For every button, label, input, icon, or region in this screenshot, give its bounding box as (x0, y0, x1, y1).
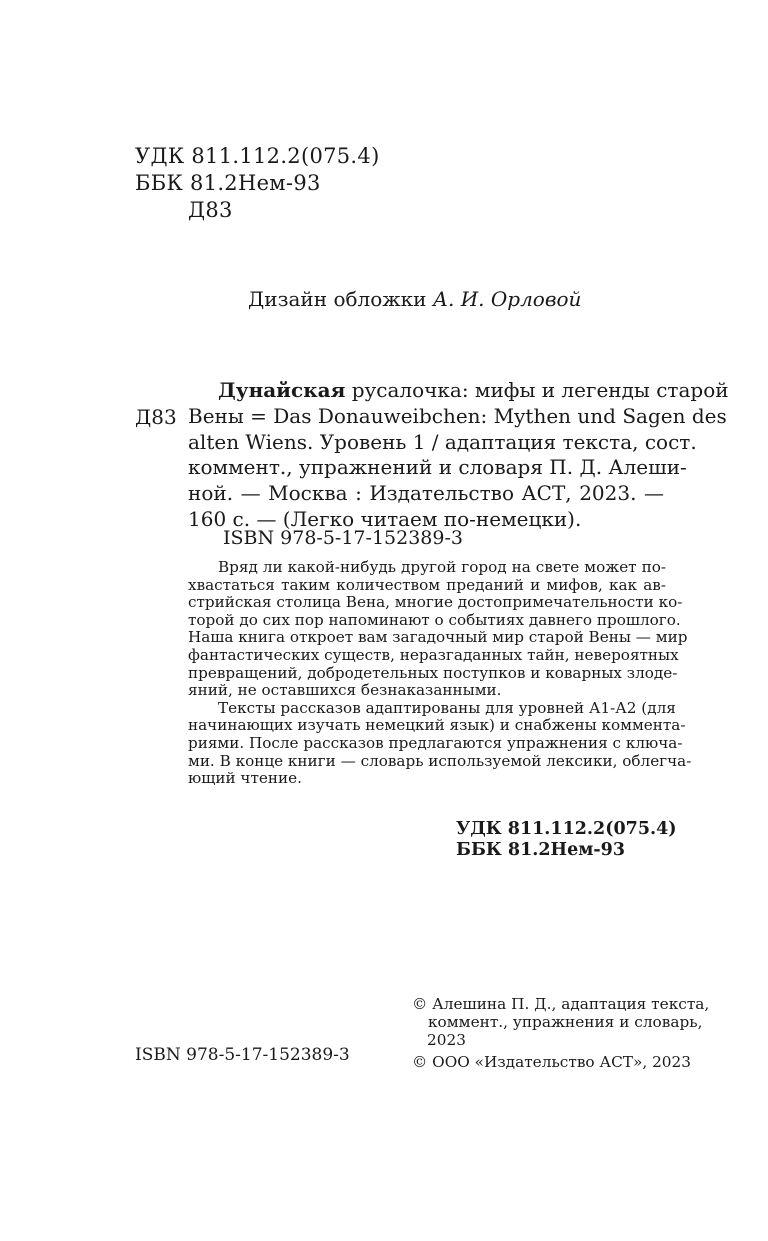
annotation-line: Наша книга откроет вам загадочный мир старой Вены — мир (188, 628, 688, 647)
annotation (188, 558, 692, 788)
cover-design-label: Дизайн обложки (248, 287, 427, 311)
copyright-line: 2023 (427, 1031, 466, 1049)
annotation-line: яний, не оставшихся безнаказанными. (188, 681, 502, 700)
biblio-line: alten Wiens. Уровень 1 / адаптация текста, сост. (188, 429, 697, 454)
annotation-line: фантастических существ, неразгаданных тайн, невероятных (188, 645, 679, 664)
copyright-line: © Алешина П. Д., адаптация текста, (412, 995, 710, 1013)
annotation-line: риями. После рассказов предлагаются упражнения с ключа- (188, 733, 683, 752)
biblio-line: Вены = Das Donauweibchen: Mythen und Sagen des (188, 403, 727, 428)
copyright-line: коммент., упражнения и словарь, (428, 1013, 703, 1031)
biblio-line: 160 с. — (Легко читаем по-немецки). (188, 506, 582, 531)
annotation-line: ми. В конце книги — словарь используемой лексики, облегча- (188, 751, 692, 770)
annotation-line: Вряд ли какой-нибудь другой город на свете может по- (218, 558, 666, 576)
bibliographic-author-mark: Д83 (135, 405, 177, 429)
cover-designer-name: А. И. Орловой (432, 287, 582, 311)
header-codes (135, 143, 380, 224)
annotation-line: Тексты рассказов адаптированы для уровней А1-А2 (для (218, 698, 676, 717)
bibliographic-record (188, 378, 729, 533)
biblio-line: ной. — Москва : Издательство АСТ, 2023. — (188, 481, 664, 506)
author-mark: Д83 (188, 198, 233, 222)
annotation-line: ющий чтение. (188, 769, 302, 788)
annotation-line: начинающих изучать немецкий язык) и снабжены коммента- (188, 716, 686, 735)
bbk-code-bold: ББК 81.2Нем-93 (456, 840, 626, 860)
udk-code-bold: УДК 811.112.2(075.4) (456, 819, 677, 839)
copyright-block (412, 995, 709, 1071)
annotation-line: хвастаться таким количеством преданий и мифов, как ав- (188, 575, 666, 594)
biblio-line: коммент., упражнений и словаря П. Д. Алеши- (188, 455, 687, 480)
classification-codes (456, 819, 677, 861)
annotation-line: торой до сих пор напоминают о событиях давнего прошлого. (188, 610, 681, 629)
annotation-line: стрийская столица Вена, многие достопримечательности ко- (188, 593, 683, 612)
isbn-record: ISBN 978-5-17-152389-3 (223, 527, 463, 549)
bbk-code: ББК 81.2Нем-93 (135, 171, 321, 195)
copyright-line: © ООО «Издательство АСТ», 2023 (412, 1053, 692, 1071)
isbn-footer: ISBN 978-5-17-152389-3 (135, 1045, 350, 1065)
cover-design-credit (248, 286, 581, 312)
biblio-line: Дунайская русалочка: мифы и легенды старой (218, 378, 729, 402)
annotation-line: превращений, добродетельных поступков и коварных злоде- (188, 663, 678, 682)
udk-code: УДК 811.112.2(075.4) (135, 144, 380, 168)
book-title-bold: Дунайская (218, 378, 346, 402)
